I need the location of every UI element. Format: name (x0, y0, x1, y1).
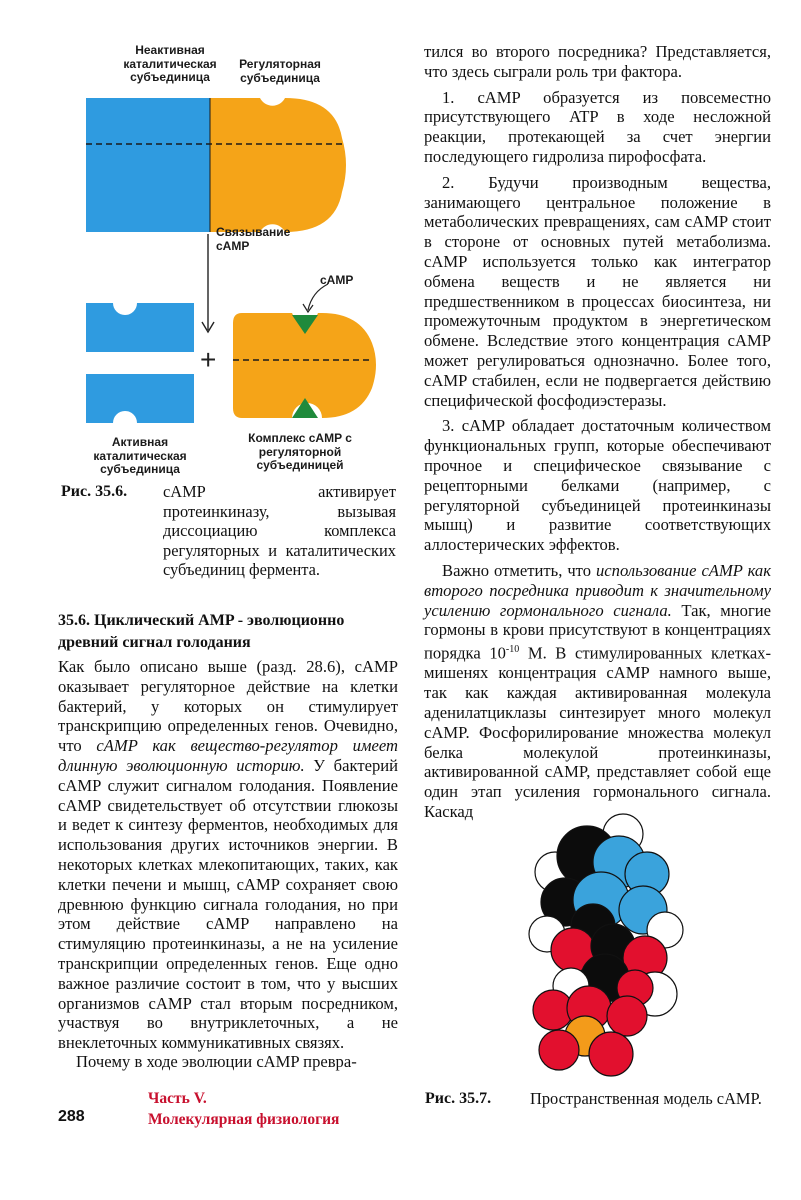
active-catalytic-subunit-bottom (86, 374, 194, 423)
exponent: -10 (505, 644, 520, 656)
footer-part-title: Молекулярная физиология (148, 1111, 340, 1128)
label-binding-camp: Связывание cAMP (216, 225, 291, 253)
regulatory-subunit (210, 98, 346, 232)
figure-35-6 (70, 38, 400, 478)
section-paragraph-2: Почему в ходе эволюции cAMP превра- (76, 1052, 357, 1071)
right-paragraph-item-1: 1. cAMP образуется из повсеместно присутствующего ATP в ходе несложной реакции, протекающей за счет энергии последующего гидролиза пирофосфата. (424, 87, 771, 166)
camp-space-filling-model (515, 810, 715, 1090)
inactive-catalytic-subunit (86, 98, 210, 232)
right-column (424, 42, 771, 822)
right-paragraph-intro: тился во второго посредника? Представляется, что здесь сыграли роль три фактора. (424, 42, 771, 81)
figure-35-6-caption-text: cAMP активирует протеинкиназу, вызывая диссоциацию комплекса регуляторных и каталитических субъединиц фермента. (163, 482, 396, 580)
italic-emphasis-right: использование cAMP как второго посредника приводит к значительному усилению гормонального сигнала. (424, 560, 771, 620)
label-inactive-catalytic: Неактивная каталитическая субъединица (123, 43, 217, 84)
page-number: 288 (58, 1108, 85, 1125)
figure-35-6-caption-number: Рис. 35.6. (61, 483, 128, 500)
section-heading: 35.6. Циклический AMP - эволюционно древний сигнал голодания (58, 612, 345, 651)
label-camp: cAMP (320, 273, 354, 287)
right-paragraph-amplification: Важно отметить, что использование cAMP как второго посредника приводит к значительному усилению гормонального сигнала. Так, многие гормоны в крови присутствуют в концентрациях порядка $10^{-10}$ М. В стимулированных клетках-мишенях концентрация cAMP намного выше, так как каждая активированная молекула аденилатциклазы синтезирует много молекул cAMP. Фосфорилирование множества молекул белка молекулой протеинкиназы, активированной cAMP, представляет собой еще один этап усиления гормонального сигнала. Каскад (424, 560, 772, 822)
label-complex: Комплекс cAMP с регуляторной субъединицей (248, 431, 352, 472)
footer-part: Часть V. (148, 1090, 207, 1107)
italic-emphasis: cAMP как вещество-регулятор имеет длинную эволюционную историю. (58, 736, 398, 775)
plus-sign: + (200, 344, 217, 375)
label-active-catalytic: Активная каталитическая субъединица (93, 435, 187, 476)
section-paragraph-1: Как было описано выше (разд. 28.6), cAMP оказывает регуляторное действие на клетки бактерий, у которых он стимулирует транскрипцию определенных генов. Очевидно, что cAMP как вещество-регулятор имеет длинную эволюционную историю. У бактерий cAMP служит сигналом голодания. Появление cAMP свидетельствует об отсутствии глюкозы и ведет к синтезу ферментов, необходимых для использования других источников энергии. В некоторых клетках млекопитающих, таких, как клетки печени и мышц, cAMP сохраняет свою древнюю функцию сигнала голодания, но при этом действие cAMP направлено на стимуляцию протеинкиназы, а не на усиление транскрипции определенных генов. Еще одно важное различие состоит в том, что у высших организмов cAMP стал вторым посредником, участвуя во внутриклеточных, а не внеклеточных коммуникативных связях. (58, 657, 398, 1053)
active-catalytic-subunit-top (86, 303, 194, 352)
right-paragraph-item-2: 2. Будучи производным вещества, занимающего центральное положение в метаболических превращениях, сам cAMP стоит в стороне от основных путей метаболизма. cAMP используется только как интегратор обмена веществ и не является ни предшественником в процессах биосинтеза, ни промежуточным продуктом в энергетическом обмене. Вследствие этого концентрация cAMP может регулироваться однозначно. Более того, cAMP стабилен, если не подвергается действию специфической фосфодиэстеразы. (424, 172, 771, 410)
camp-pointer (308, 284, 328, 310)
right-paragraph-item-3: 3. cAMP обладает достаточным количеством функциональных групп, которые обеспечивают прочное и специфическое связывание с рецепторными белками (например, с регуляторной субъединицей протеинкиназы мышц) и развитие соответствующих аллостерических эффектов. (424, 416, 771, 555)
enzyme-complex-diagram (70, 38, 400, 478)
figure-35-7-caption-text: Пространственная модель cAMP. (530, 1089, 762, 1108)
label-regulatory: Регуляторная субъединица (239, 57, 321, 85)
figure-35-7-caption-number: Рис. 35.7. (425, 1090, 492, 1107)
